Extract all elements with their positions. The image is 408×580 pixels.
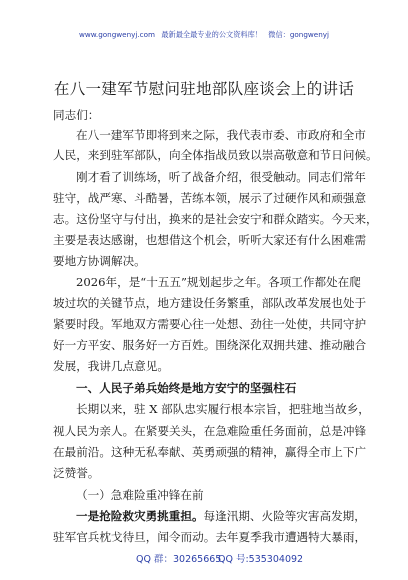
paragraph-lead-rest: 每逢汛期、火险等灾害高发期， [203, 509, 366, 523]
site-header [0, 30, 408, 40]
body-line: 主要是表达感谢，也想借这个机会，听听大家还有什么困难需 [53, 233, 367, 247]
body-line: 紧要时段。军地双方需要心往一处想、劲往一处使，共同守护 [53, 317, 367, 331]
body-line: 好一方平安、服务好一方百姓。围绕深化双拥共建、推动融合 [53, 338, 367, 352]
body-line: 泛赞誉。 [53, 466, 100, 480]
body-line: 刚才看了训练场，听了战备介绍，很受触动。同志们常年 [76, 170, 366, 184]
body-line: 在最前沿。这种无私奉献、英勇顽强的精神，赢得全市上下广 [53, 445, 367, 459]
body-line: 2026年，是“十五五”规划起步之年。各项工作都处在爬 [76, 275, 361, 289]
body-line: 志。这份坚守与付出，换来的是社会安宁和群众踏实。今天来， [53, 212, 378, 226]
document-title: 在八一建军节慰问驻地部队座谈会上的讲话 [53, 80, 355, 98]
body-line: 在八一建军节即将到来之际，我代表市委、市政府和全市 [76, 128, 366, 142]
body-line: 坡过坎的关键节点，地方建设任务繁重，部队改革发展也处于 [53, 296, 367, 310]
body-line: 发展，我讲几点意见。 [53, 359, 169, 373]
paragraph-lead: 一是抢险救灾勇挑重担。 [76, 509, 204, 523]
body-line: 驻军官兵枕戈待旦，闻令而动。去年夏季我市遭遇特大暴雨， [53, 530, 367, 544]
qq-group: QQ 群：30265665 [136, 554, 222, 565]
body-line: 人民，来到驻军部队，向全体指战员致以崇高敬意和节日问候。 [53, 148, 378, 162]
body-line: 要地方协调解决。 [53, 254, 146, 268]
body-line: 驻守，战严寒、斗酷暑，苦练本领，展示了过硬作风和顽强意 [53, 191, 367, 205]
subsection-heading: （一）急难险重冲锋在前 [76, 488, 204, 502]
salutation: 同志们： [53, 108, 100, 122]
section-heading: 一、人民子弟兵始终是地方安宁的坚强柱石 [76, 381, 297, 395]
site-url[interactable]: www.gongwenyj.com [78, 30, 156, 39]
wechat-id: 微信：gongwenyj [268, 30, 330, 39]
qq-number: QQ 号:535304092 [218, 554, 304, 565]
body-line: 长期以来，驻 X 部队忠实履行根本宗旨，把驻地当故乡， [76, 402, 370, 416]
body-line: 视人民为亲人。在紧要关头，在急难险重任务面前，总是冲锋 [53, 424, 367, 438]
paragraph-lead-line [76, 509, 366, 523]
site-slogan: 最新最全最专业的公文资料库！ [161, 30, 262, 39]
